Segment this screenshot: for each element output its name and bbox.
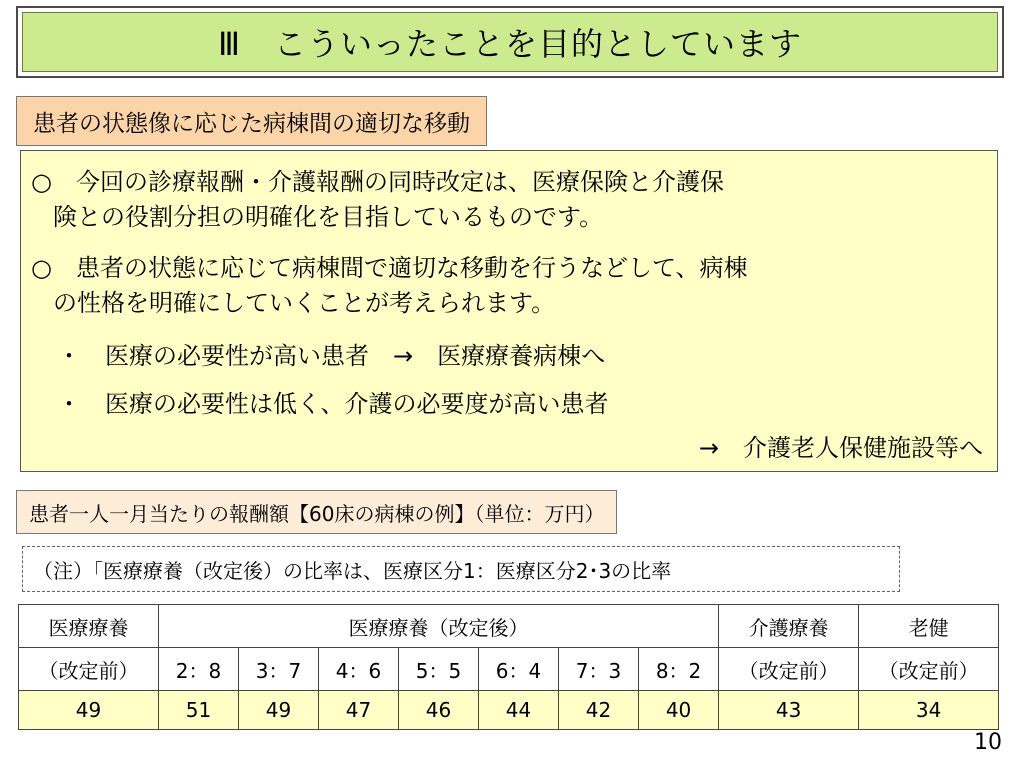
value-cell: 42 xyxy=(559,691,639,730)
header-care-bottom: （改定前） xyxy=(719,648,859,691)
value-cell: 34 xyxy=(859,691,999,730)
value-cell: 43 xyxy=(719,691,859,730)
paragraph-1-line-1: ○ 今回の診療報酬・介護報酬の同時改定は、医療保険と介護保 xyxy=(31,168,724,196)
value-cell: 49 xyxy=(239,691,319,730)
ratio-header: 2：8 xyxy=(159,648,239,691)
header-care-top: 介護療養 xyxy=(719,605,859,648)
value-cell: 40 xyxy=(639,691,719,730)
ratio-header: 6：4 xyxy=(479,648,559,691)
slide-title-frame xyxy=(16,6,1004,78)
ratio-header: 4：6 xyxy=(319,648,399,691)
value-cell: 47 xyxy=(319,691,399,730)
value-cell: 49 xyxy=(19,691,159,730)
slide-title: Ⅲ こういったことを目的としています xyxy=(22,12,998,72)
ratio-header: 3：7 xyxy=(239,648,319,691)
paragraph-1 xyxy=(31,165,986,235)
main-content-box xyxy=(20,150,998,472)
ratio-header: 7：3 xyxy=(559,648,639,691)
fee-table-caption: 患者一人一月当たりの報酬額【60床の病棟の例】（単位：万円） xyxy=(16,490,617,534)
paragraph-2-line-2: の性格を明確にしていくことが考えられます。 xyxy=(53,289,556,317)
ratio-header: 8：2 xyxy=(639,648,719,691)
header-pre-revision-top: 医療療養 xyxy=(19,605,159,648)
bullet-item-2-continuation: → 介護老人保健施設等へ xyxy=(698,434,983,462)
header-rouken-bottom: （改定前） xyxy=(859,648,999,691)
paragraph-1-line-2: 険との役割分担の明確化を目指しているものです。 xyxy=(53,203,604,231)
paragraph-2-line-1: ○ 患者の状態に応じて病棟間で適切な移動を行うなどして、病棟 xyxy=(31,254,748,282)
value-cell: 51 xyxy=(159,691,239,730)
section-label: 患者の状態像に応じた病棟間の適切な移動 xyxy=(16,96,487,146)
paragraph-2 xyxy=(31,251,986,321)
fee-table xyxy=(18,604,999,730)
header-post-revision-group: 医療療養（改定後） xyxy=(159,605,719,648)
value-cell: 46 xyxy=(399,691,479,730)
ratio-header: 5：5 xyxy=(399,648,479,691)
header-pre-revision-bottom: （改定前） xyxy=(19,648,159,691)
bullet-item-2: ・ 医療の必要性は低く、介護の必要度が高い患者 xyxy=(57,390,609,418)
value-cell: 44 xyxy=(479,691,559,730)
table-note: （注）「医療療養（改定後）の比率は、医療区分1：医療区分2･3の比率 xyxy=(22,546,900,592)
header-rouken-top: 老健 xyxy=(859,605,999,648)
page-number: 10 xyxy=(974,730,1002,755)
bullet-item-1: ・ 医療の必要性が高い患者 → 医療療養病棟へ xyxy=(57,342,606,370)
table-row xyxy=(19,691,999,730)
